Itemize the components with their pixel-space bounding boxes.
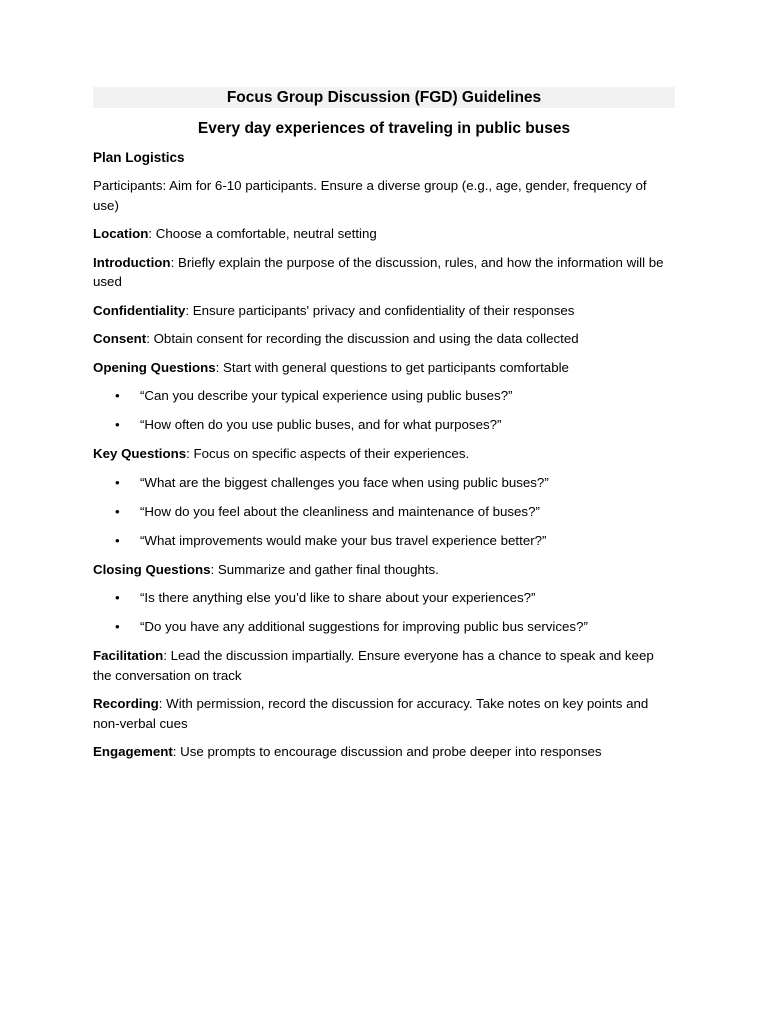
closing-questions-paragraph: [93, 560, 675, 580]
list-item: [93, 588, 675, 608]
list-item: [93, 502, 675, 522]
document-subtitle: Every day experiences of traveling in public buses: [197, 120, 571, 137]
list-item-text: “What improvements would make your bus travel experience better?”: [140, 532, 547, 548]
opening-questions-paragraph: [93, 358, 675, 378]
consent-label: Consent: [93, 331, 147, 346]
consent-paragraph: [93, 329, 675, 349]
list-item: [93, 386, 675, 406]
location-label: Location: [93, 226, 149, 241]
bullet-icon: •: [115, 417, 120, 432]
opening-questions-list: [93, 386, 675, 435]
facilitation-label: Facilitation: [93, 648, 164, 663]
introduction-paragraph: [93, 253, 675, 292]
document-title: Focus Group Discussion (FGD) Guidelines: [93, 87, 675, 108]
list-item-text: “How do you feel about the cleanliness and maintenance of buses?”: [140, 503, 540, 519]
list-item-text: “What are the biggest challenges you face when using public buses?”: [140, 474, 549, 490]
bullet-icon: •: [115, 590, 120, 605]
opening-questions-text: : Start with general questions to get participants comfortable: [215, 359, 569, 375]
recording-paragraph: [93, 694, 675, 733]
bullet-icon: •: [115, 532, 120, 548]
recording-label: Recording: [93, 696, 159, 711]
key-questions-text: : Focus on specific aspects of their experiences.: [186, 446, 470, 461]
facilitation-paragraph: [93, 646, 675, 685]
engagement-label: Engagement: [93, 744, 173, 759]
plan-logistics-heading: Plan Logistics: [93, 150, 185, 165]
list-item: [93, 531, 675, 551]
opening-questions-label: Opening Questions: [93, 359, 216, 375]
bullet-icon: •: [115, 388, 120, 403]
key-questions-paragraph: [93, 444, 675, 464]
closing-questions-text: : Summarize and gather final thoughts.: [210, 561, 439, 577]
closing-questions-list: [93, 588, 675, 637]
list-item-text: “Do you have any additional suggestions for improving public bus services?”: [140, 619, 588, 634]
bullet-icon: •: [115, 619, 120, 634]
list-item: [93, 617, 675, 637]
bullet-icon: •: [115, 503, 120, 519]
consent-text: : Obtain consent for recording the discussion and using the data collected: [146, 331, 579, 346]
facilitation-text: : Lead the discussion impartially. Ensure everyone has a chance to speak and keep the conversation on track: [93, 648, 654, 683]
list-item-text: “Is there anything else you’d like to share about your experiences?”: [140, 590, 536, 605]
list-item: [93, 415, 675, 435]
location-text: : Choose a comfortable, neutral setting: [148, 226, 377, 241]
key-questions-list: [93, 473, 675, 551]
key-questions-label: Key Questions: [93, 446, 187, 461]
location-paragraph: [93, 224, 675, 244]
recording-text: : With permission, record the discussion for accuracy. Take notes on key points and non-verbal cues: [93, 696, 649, 731]
list-item-text: “Can you describe your typical experience using public buses?”: [140, 388, 513, 403]
confidentiality-label: Confidentiality: [93, 302, 186, 318]
bullet-icon: •: [115, 474, 120, 490]
engagement-text: : Use prompts to encourage discussion and probe deeper into responses: [172, 744, 602, 759]
confidentiality-text: : Ensure participants' privacy and confidentiality of their responses: [185, 302, 575, 318]
closing-questions-label: Closing Questions: [93, 561, 211, 577]
engagement-paragraph: [93, 742, 675, 762]
confidentiality-paragraph: [93, 301, 675, 321]
list-item-text: “How often do you use public buses, and for what purposes?”: [140, 417, 502, 432]
document-page: [93, 87, 675, 771]
introduction-label: Introduction: [93, 254, 171, 270]
list-item: [93, 473, 675, 493]
introduction-text: : Briefly explain the purpose of the discussion, rules, and how the information will be used: [93, 254, 664, 289]
participants-paragraph: Participants: Aim for 6-10 participants. Ensure a diverse group (e.g., age, gender, frequency of use): [93, 178, 647, 213]
